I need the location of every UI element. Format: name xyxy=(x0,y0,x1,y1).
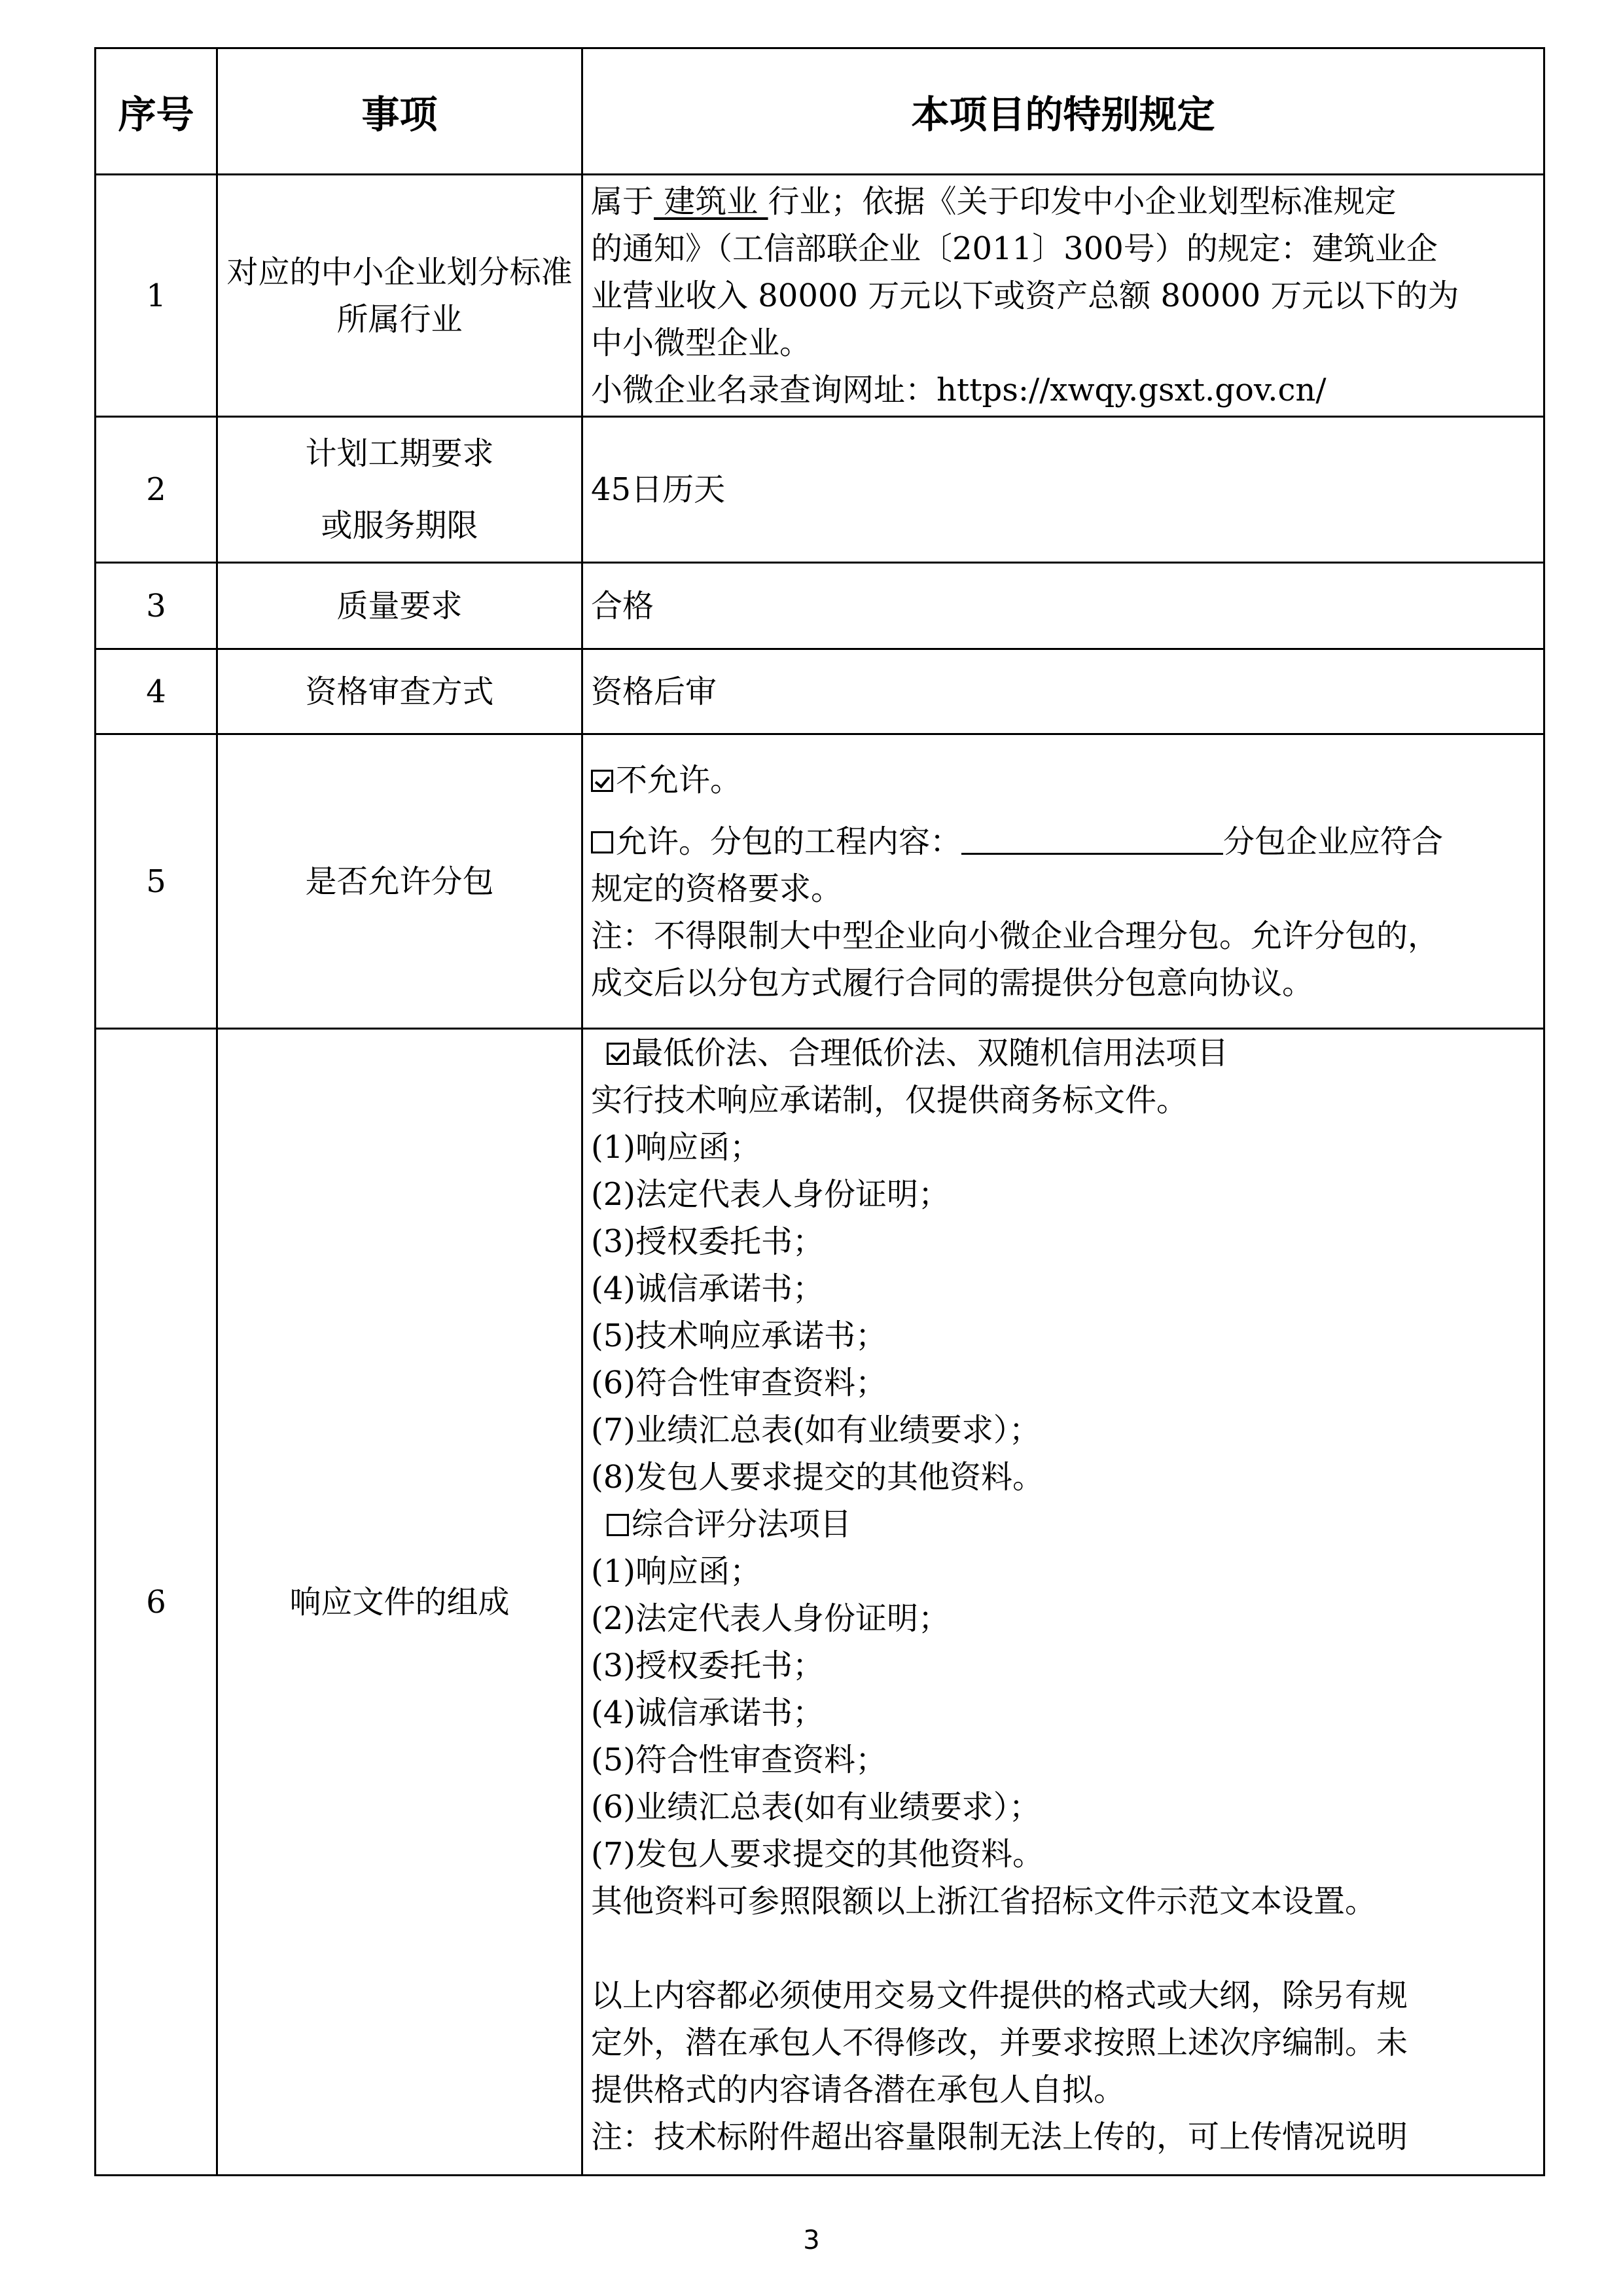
option-label: 最低价法、合理低价法、双随机信用法项目 xyxy=(632,1035,1229,1071)
option-comprehensive xyxy=(591,1501,1535,1548)
note-line: 注：不得限制大中型企业向小微企业合理分包。允许分包的， xyxy=(591,917,1440,954)
option-label: 不允许。 xyxy=(616,761,742,798)
row-item xyxy=(217,417,582,563)
industry-value: 建筑业 xyxy=(654,183,768,220)
option-label: 综合评分法项目 xyxy=(632,1506,852,1543)
content-line: 实行技术响应承诺制，仅提供商务标文件。 xyxy=(591,1082,1188,1119)
row-item: 质量要求 xyxy=(217,563,582,649)
industry-prefix: 属于 xyxy=(591,183,654,220)
query-url-line: 小微企业名录查询网址：https://xwqy.gsxt.gov.cn/ xyxy=(591,371,1327,408)
note-line: 注：技术标附件超出容量限制无法上传的，可上传情况说明 xyxy=(591,2119,1408,2155)
row-item: 对应的中小企业划分标准所属行业 xyxy=(217,175,582,417)
note-line: 成交后以分包方式履行合同的需提供分包意向协议。 xyxy=(591,964,1314,1001)
table-row xyxy=(96,563,1544,649)
header-item: 事项 xyxy=(217,48,582,175)
content-line: 规定的资格要求。 xyxy=(591,870,843,907)
list-item: (2)法定代表人身份证明； xyxy=(591,1600,950,1637)
row-item: 资格审查方式 xyxy=(217,649,582,734)
list-item: (5)技术响应承诺书； xyxy=(591,1318,887,1354)
row-content: 资格后审 xyxy=(582,649,1544,734)
checkbox-empty-icon xyxy=(591,831,613,853)
list-item: (5)符合性审查资料； xyxy=(591,1742,887,1778)
option-lowest-price xyxy=(591,1030,1535,1077)
specification-table xyxy=(94,47,1545,2176)
content-line: 中小微型企业。 xyxy=(591,324,812,361)
list-item: (6)符合性审查资料； xyxy=(591,1365,887,1401)
row-number: 2 xyxy=(96,417,217,563)
page-number: 3 xyxy=(803,2225,820,2255)
table-row xyxy=(96,175,1544,417)
list-item: (8)发包人要求提交的其他资料。 xyxy=(591,1459,1044,1496)
table-row xyxy=(96,649,1544,734)
content-line xyxy=(591,178,1535,225)
item-line: 计划工期要求 xyxy=(305,435,494,472)
row-content xyxy=(582,1029,1544,2176)
list-item: (4)诚信承诺书； xyxy=(591,1270,824,1307)
content-line: 的通知》（工信部联企业〔2011〕300号）的规定：建筑业企 xyxy=(591,230,1438,267)
list-item: (4)诚信承诺书； xyxy=(591,1695,824,1731)
industry-suffix: 行业；依据《关于印发中小企业划型标准规定 xyxy=(768,183,1397,220)
row-number: 5 xyxy=(96,734,217,1029)
option-suffix: 分包企业应符合 xyxy=(1223,823,1444,860)
list-item: (7)发包人要求提交的其他资料。 xyxy=(591,1836,1044,1873)
list-item: (3)授权委托书； xyxy=(591,1647,824,1684)
row-item: 响应文件的组成 xyxy=(217,1029,582,2176)
option-not-allowed xyxy=(591,757,1535,804)
table-row xyxy=(96,1029,1544,2176)
header-number: 序号 xyxy=(96,48,217,175)
row-number: 1 xyxy=(96,175,217,417)
closing-line: 定外，潜在承包人不得修改，并要求按照上述次序编制。未 xyxy=(591,2024,1408,2061)
list-item: (2)法定代表人身份证明； xyxy=(591,1176,950,1213)
table-header-row xyxy=(96,48,1544,175)
closing-line: 提供格式的内容请各潜在承包人自拟。 xyxy=(591,2072,1126,2108)
row-content: 45日历天 xyxy=(582,417,1544,563)
row-number: 4 xyxy=(96,649,217,734)
row-content xyxy=(582,734,1544,1029)
row-content xyxy=(582,175,1544,417)
table-row xyxy=(96,734,1544,1029)
option-allowed xyxy=(591,818,1535,865)
option-label: 允许。分包的工程内容： xyxy=(616,823,962,860)
row-number: 6 xyxy=(96,1029,217,2176)
row-number: 3 xyxy=(96,563,217,649)
row-item: 是否允许分包 xyxy=(217,734,582,1029)
list-item: (7)业绩汇总表(如有业绩要求）； xyxy=(591,1412,1041,1448)
list-item: (1)响应函； xyxy=(591,1129,761,1166)
checkbox-checked-icon xyxy=(607,1043,629,1065)
header-special-provisions: 本项目的特别规定 xyxy=(582,48,1544,175)
table-row xyxy=(96,417,1544,563)
fill-in-blank xyxy=(961,821,1223,855)
closing-line: 以上内容都必须使用交易文件提供的格式或大纲，除另有规 xyxy=(591,1977,1408,2014)
checkbox-empty-icon xyxy=(607,1514,629,1536)
list-item: (1)响应函； xyxy=(591,1553,761,1590)
list-item: (6)业绩汇总表(如有业绩要求）； xyxy=(591,1789,1041,1825)
checkbox-checked-icon xyxy=(591,770,613,792)
row-content: 合格 xyxy=(582,563,1544,649)
content-line: 其他资料可参照限额以上浙江省招标文件示范文本设置。 xyxy=(591,1883,1377,1920)
item-line: 或服务期限 xyxy=(321,507,478,544)
list-item: (3)授权委托书； xyxy=(591,1223,824,1260)
content-line: 业营业收入 80000 万元以下或资产总额 80000 万元以下的为 xyxy=(591,277,1459,314)
